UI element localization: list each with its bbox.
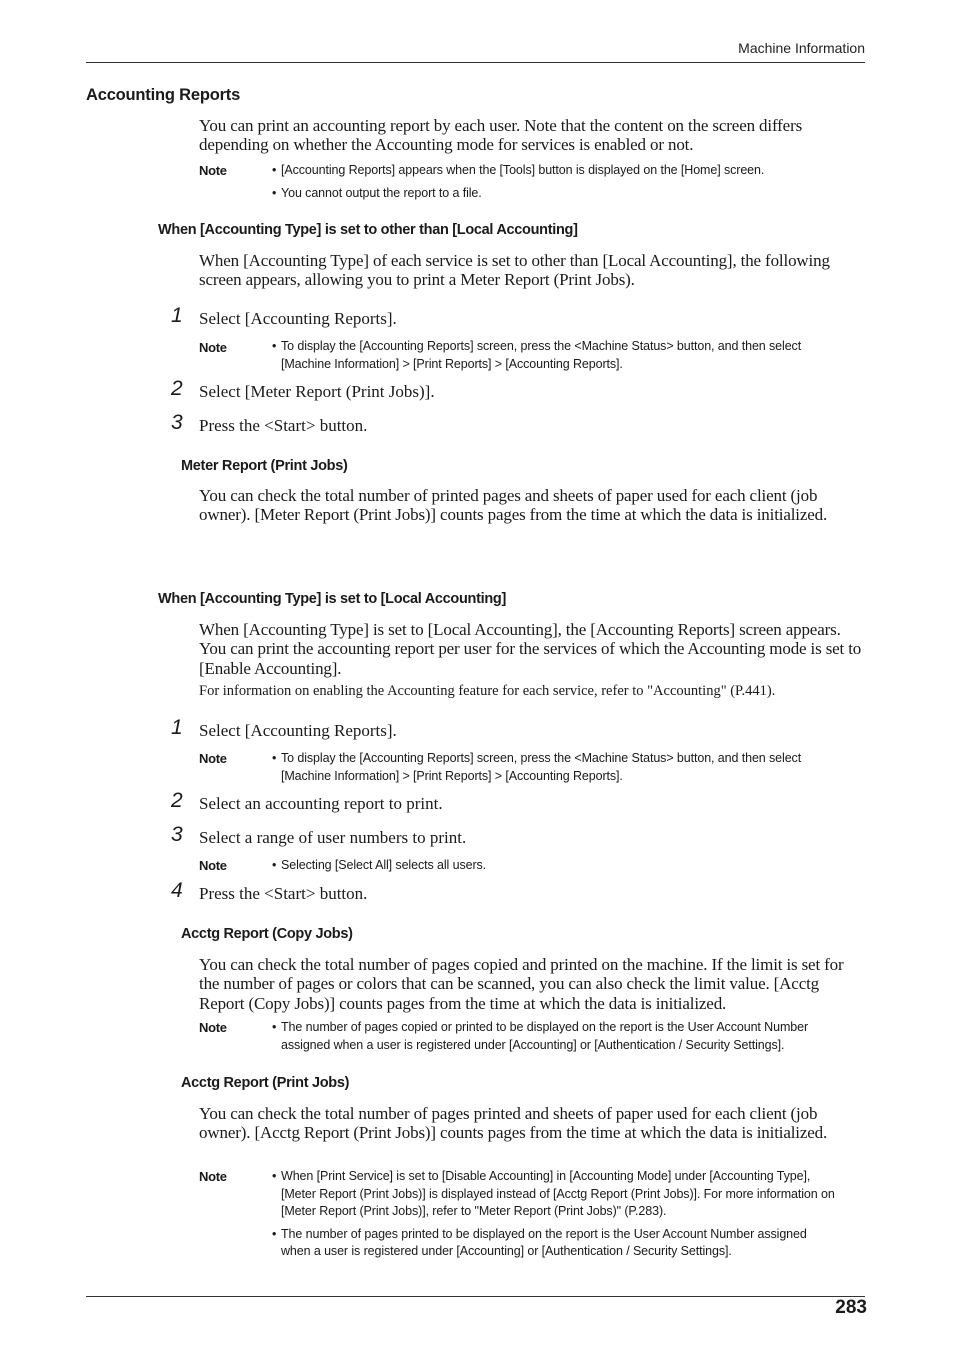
step-note: • To display the [Accounting Reports] screen, press the <Machine Status> button, and then select [Machine Information] > [Print Reports] > [Accounting Reports]. xyxy=(272,339,802,371)
step-number: 2 xyxy=(171,789,183,812)
footer-rule xyxy=(86,1296,865,1297)
subheading-print-jobs: Acctg Report (Print Jobs) xyxy=(181,1075,350,1091)
copy-jobs-note: • The number of pages copied or printed to be displayed on the report is the User Account Number assigned when a user is registered under [Accounting] or [Authentication / Security Settings]. xyxy=(272,1020,809,1052)
running-header: Machine Information xyxy=(738,40,865,56)
note-label: Note xyxy=(199,1020,227,1035)
step-note: • Selecting [Select All] selects all users. xyxy=(272,858,487,872)
intro-note: • [Accounting Reports] appears when the [Tools] button is displayed on the [Home] screen. • You cannot output the report to a file. xyxy=(272,163,765,200)
step-number: 1 xyxy=(171,716,183,739)
note-label: Note xyxy=(199,751,227,766)
print-jobs-body: You can check the total number of pages printed and sheets of paper used for each client (job owner). [Acctg Report (Print Jobs)] counts pages from the time at which the data is initialized. xyxy=(199,1104,828,1143)
step-number: 3 xyxy=(171,823,183,846)
step-text: Press the <Start> button. xyxy=(199,416,368,435)
section1-body: When [Accounting Type] of each service is set to other than [Local Accounting], the following screen appears, allowing you to print a Meter Report (Print Jobs). xyxy=(199,251,830,290)
note-label: Note xyxy=(199,163,227,178)
step-number: 2 xyxy=(171,377,183,400)
step-text: Select [Accounting Reports]. xyxy=(199,309,397,328)
subheading-meter-report: Meter Report (Print Jobs) xyxy=(181,458,348,474)
meter-report-body: You can check the total number of printed pages and sheets of paper used for each client (job owner). [Meter Report (Print Jobs)] counts pages from the time at which the data is initialized. xyxy=(199,486,828,525)
note-item: [Accounting Reports] appears when the [Tools] button is displayed on the [Home] screen. xyxy=(281,163,765,177)
step-number: 1 xyxy=(171,304,183,327)
note-item: You cannot output the report to a file. xyxy=(281,185,482,200)
step-number: 4 xyxy=(171,879,183,902)
section-heading-local-accounting: When [Accounting Type] is set to [Local Accounting] xyxy=(158,591,507,607)
step-text: Press the <Start> button. xyxy=(199,884,368,903)
step-text: Select an accounting report to print. xyxy=(199,794,443,813)
print-jobs-note: • When [Print Service] is set to [Disable Accounting] in [Accounting Mode] under [Accounting Type], [Meter Report (Print Jobs)] is displayed instead of [Acctg Report (Print Jobs)]. For more information on [Meter Report (Print Jobs)], refer to "Meter Report (Print Jobs)" (P.283). • The number of pages printed to be displayed on the report is the User Account Number assigned when a user is registered under [Accounting] or [Authentication / Security Settings]. xyxy=(272,1169,835,1258)
section2-reference: For information on enabling the Accounting feature for each service, refer to "Accounting" (P.441). xyxy=(199,683,776,699)
intro-paragraph: You can print an accounting report by each user. Note that the content on the screen differs depending on whether the Accounting mode for services is enabled or not. xyxy=(199,116,803,155)
header-rule xyxy=(86,62,865,63)
step-number: 3 xyxy=(171,411,183,434)
section-heading-other-accounting: When [Accounting Type] is set to other than [Local Accounting] xyxy=(158,222,578,238)
note-label: Note xyxy=(199,1169,227,1184)
page-title: Accounting Reports xyxy=(86,86,241,104)
step-note: • To display the [Accounting Reports] screen, press the <Machine Status> button, and then select [Machine Information] > [Print Reports] > [Accounting Reports]. xyxy=(272,751,802,783)
section2-body: When [Accounting Type] is set to [Local Accounting], the [Accounting Reports] screen appears. You can print the accounting report per user for the services of which the Accounting mode is set to [Enable Accounting]. xyxy=(199,620,862,678)
subheading-copy-jobs: Acctg Report (Copy Jobs) xyxy=(181,926,353,942)
note-label: Note xyxy=(199,340,227,355)
note-label: Note xyxy=(199,858,227,873)
step-text: Select a range of user numbers to print. xyxy=(199,828,467,847)
step-text: Select [Meter Report (Print Jobs)]. xyxy=(199,382,435,401)
copy-jobs-body: You can check the total number of pages copied and printed on the machine. If the limit is set for the number of pages or colors that can be scanned, you can also check the limit value. [Acctg Report (Copy Jobs)] counts pages from the time at which the data is initialized. xyxy=(199,955,844,1013)
page-number: 283 xyxy=(835,1297,867,1318)
step-text: Select [Accounting Reports]. xyxy=(199,721,397,740)
